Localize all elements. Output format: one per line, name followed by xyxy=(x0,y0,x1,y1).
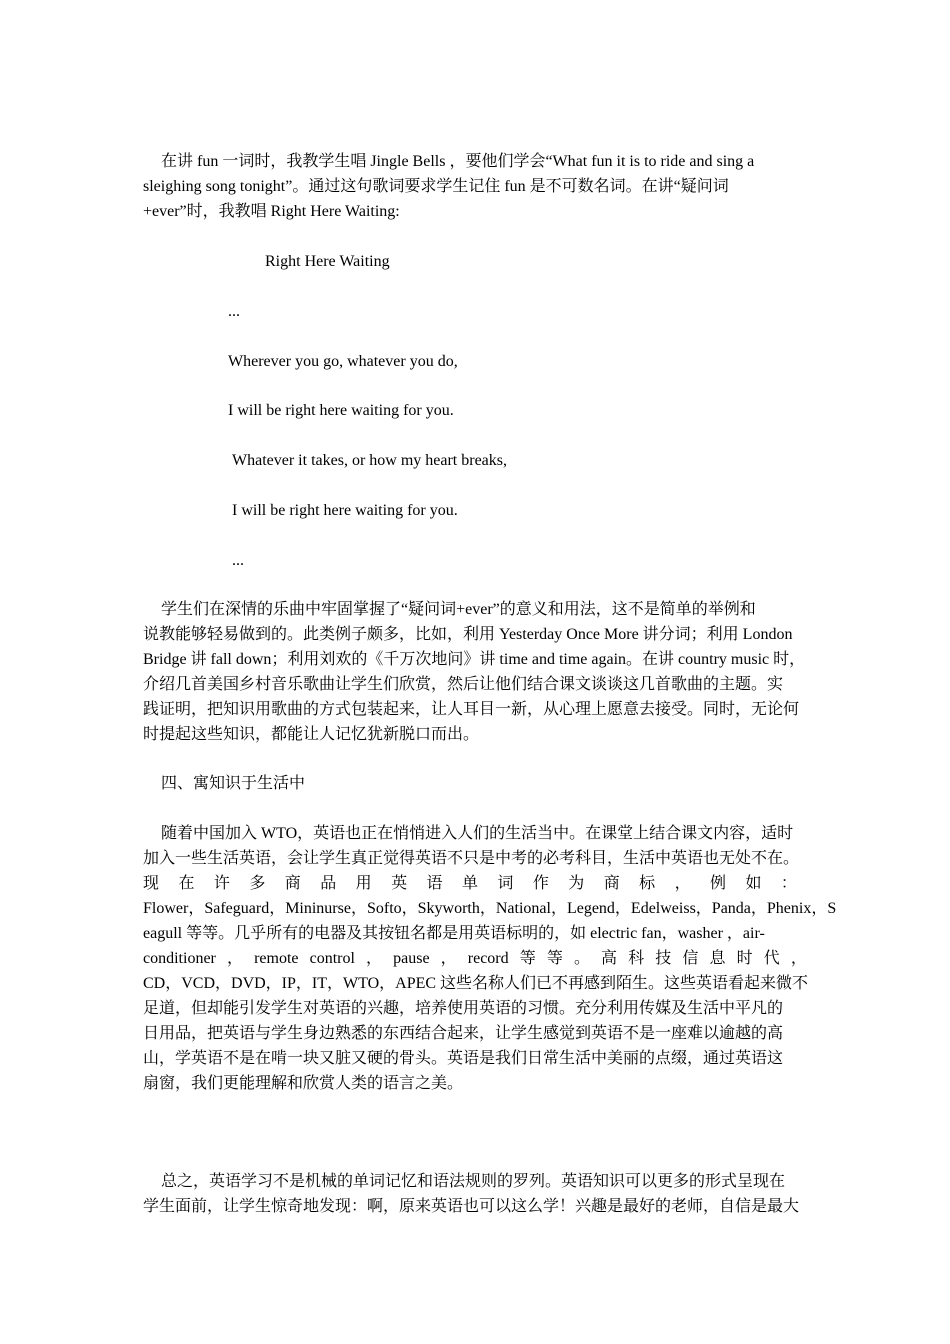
word: 许 xyxy=(213,875,230,892)
word: ， xyxy=(790,950,807,967)
text-line: Bridge 讲 fall down；利用刘欢的《千万次地问》讲 time and time again。在讲 country music 时， xyxy=(143,651,806,668)
text-line: 践证明，把知识用歌曲的方式包装起来，让人耳目一新，从心理上愿意去接受。同时，无论何 xyxy=(143,701,800,718)
word: 词 xyxy=(497,875,514,892)
word: 商 xyxy=(284,875,301,892)
word: ， xyxy=(226,950,243,967)
song-lyric-line: I will be right here waiting for you. xyxy=(232,502,458,519)
section-heading xyxy=(143,771,807,796)
text-line: 足道，但却能引发学生对英语的兴趣，培养使用英语的习惯。充分利用传媒及生活中平凡的 xyxy=(143,1000,784,1017)
song-title: Right Here Waiting xyxy=(265,253,390,270)
word: 信 xyxy=(682,950,699,967)
paragraph-english-in-life xyxy=(143,821,837,1096)
text-line: 学生们在深情的乐曲中牢固掌握了“疑问词+ever”的意义和用法，这不是简单的举例和 xyxy=(161,601,756,618)
text-line: 日用品，把英语与学生身边熟悉的东西结合起来，让学生感觉到英语不是一座难以逾越的高 xyxy=(143,1025,784,1042)
word: 多 xyxy=(249,875,266,892)
word: remote xyxy=(254,950,299,967)
text-line: 介绍几首美国乡村音乐歌曲让学生们欣赏，然后让他们结合课文谈谈这几首歌曲的主题。实 xyxy=(143,676,784,693)
word: 现 xyxy=(143,875,160,892)
word: 例 xyxy=(710,875,727,892)
word: 作 xyxy=(532,875,549,892)
word: 等 xyxy=(546,950,563,967)
text-line: 说教能够轻易做到的。此类例子颇多，比如，利用 Yesterday Once More 讲分词；利用 London xyxy=(143,626,793,643)
word: 在 xyxy=(178,875,195,892)
word: 商 xyxy=(603,875,620,892)
song-lyric-line: Wherever you go, whatever you do, xyxy=(228,353,458,370)
song-ellipsis-end: ... xyxy=(232,552,244,569)
text-line: sleighing song tonight”。通过这句歌词要求学生记住 fun 是不可数名词。在讲“疑问词 xyxy=(143,178,729,195)
heading-text: 四、寓知识于生活中 xyxy=(161,775,306,792)
word: record xyxy=(467,950,509,967)
word: 语 xyxy=(426,875,443,892)
word: 英 xyxy=(391,875,408,892)
text-line: 扇窗，我们更能理解和欣赏人类的语言之美。 xyxy=(143,1075,464,1092)
word: 科 xyxy=(628,950,645,967)
word: 高 xyxy=(601,950,618,967)
text-line: eagull 等等。几乎所有的电器及其按钮名都是用英语标明的，如 electric fan，washer ，air- xyxy=(143,925,765,942)
word: 用 xyxy=(355,875,372,892)
text-line-justified xyxy=(143,871,807,896)
word: 时 xyxy=(736,950,753,967)
word: 代 xyxy=(763,950,780,967)
word: 如 xyxy=(745,875,762,892)
text-line: 时提起这些知识，都能让人记忆犹新脱口而出。 xyxy=(143,726,480,743)
word: pause xyxy=(393,950,430,967)
word: ， xyxy=(366,950,383,967)
paragraph-song-examples xyxy=(143,597,807,747)
text-line: 总之，英语学习不是机械的单词记忆和语法规则的罗列。英语知识可以更多的形式呈现在 xyxy=(161,1173,786,1190)
word: 息 xyxy=(709,950,726,967)
word: 单 xyxy=(461,875,478,892)
word: 为 xyxy=(568,875,585,892)
song-lyric-line: Whatever it takes, or how my heart breaks, xyxy=(232,452,508,469)
word: 。 xyxy=(573,950,590,967)
song-ellipsis-start: ... xyxy=(228,303,240,320)
paragraph-conclusion xyxy=(143,1169,807,1219)
text-line: Flower，Safeguard，Mininurse，Softo，Skyworth，National，Legend，Edelweiss，Panda，Phenix，S xyxy=(143,900,837,917)
text-line: 随着中国加入 WTO，英语也正在悄悄进入人们的生活当中。在课堂上结合课文内容，适时 xyxy=(161,825,794,842)
word: ， xyxy=(674,875,691,892)
word: 技 xyxy=(655,950,672,967)
word: ， xyxy=(440,950,457,967)
paragraph-fun-jingle-bells xyxy=(143,149,807,224)
word: 品 xyxy=(320,875,337,892)
text-line: +ever”时，我教唱 Right Here Waiting: xyxy=(143,203,400,220)
text-line: 学生面前，让学生惊奇地发现：啊，原来英语也可以这么学！兴趣是最好的老师，自信是最大 xyxy=(143,1198,800,1215)
text-line-justified xyxy=(143,946,807,971)
word: 等 xyxy=(519,950,536,967)
word: 标 xyxy=(639,875,656,892)
text-line: 加入一些生活英语，会让学生真正觉得英语不只是中考的必考科目，生活中英语也无处不在。 xyxy=(143,850,800,867)
text-line: 山，学英语不是在啃一块又脏又硬的骨头。英语是我们日常生活中美丽的点缀，通过英语这 xyxy=(143,1050,784,1067)
word: control xyxy=(309,950,355,967)
word: conditioner xyxy=(143,950,216,967)
text-line: CD，VCD，DVD，IP，IT，WTO，APEC 这些名称人们已不再感到陌生。这些英语看起来微不 xyxy=(143,975,809,992)
song-lyric-line: I will be right here waiting for you. xyxy=(228,402,454,419)
word: ： xyxy=(780,875,797,892)
text-line: 在讲 fun 一词时，我教学生唱 Jingle Bells ，要他们学会“What fun it is to ride and sing a xyxy=(161,153,755,170)
